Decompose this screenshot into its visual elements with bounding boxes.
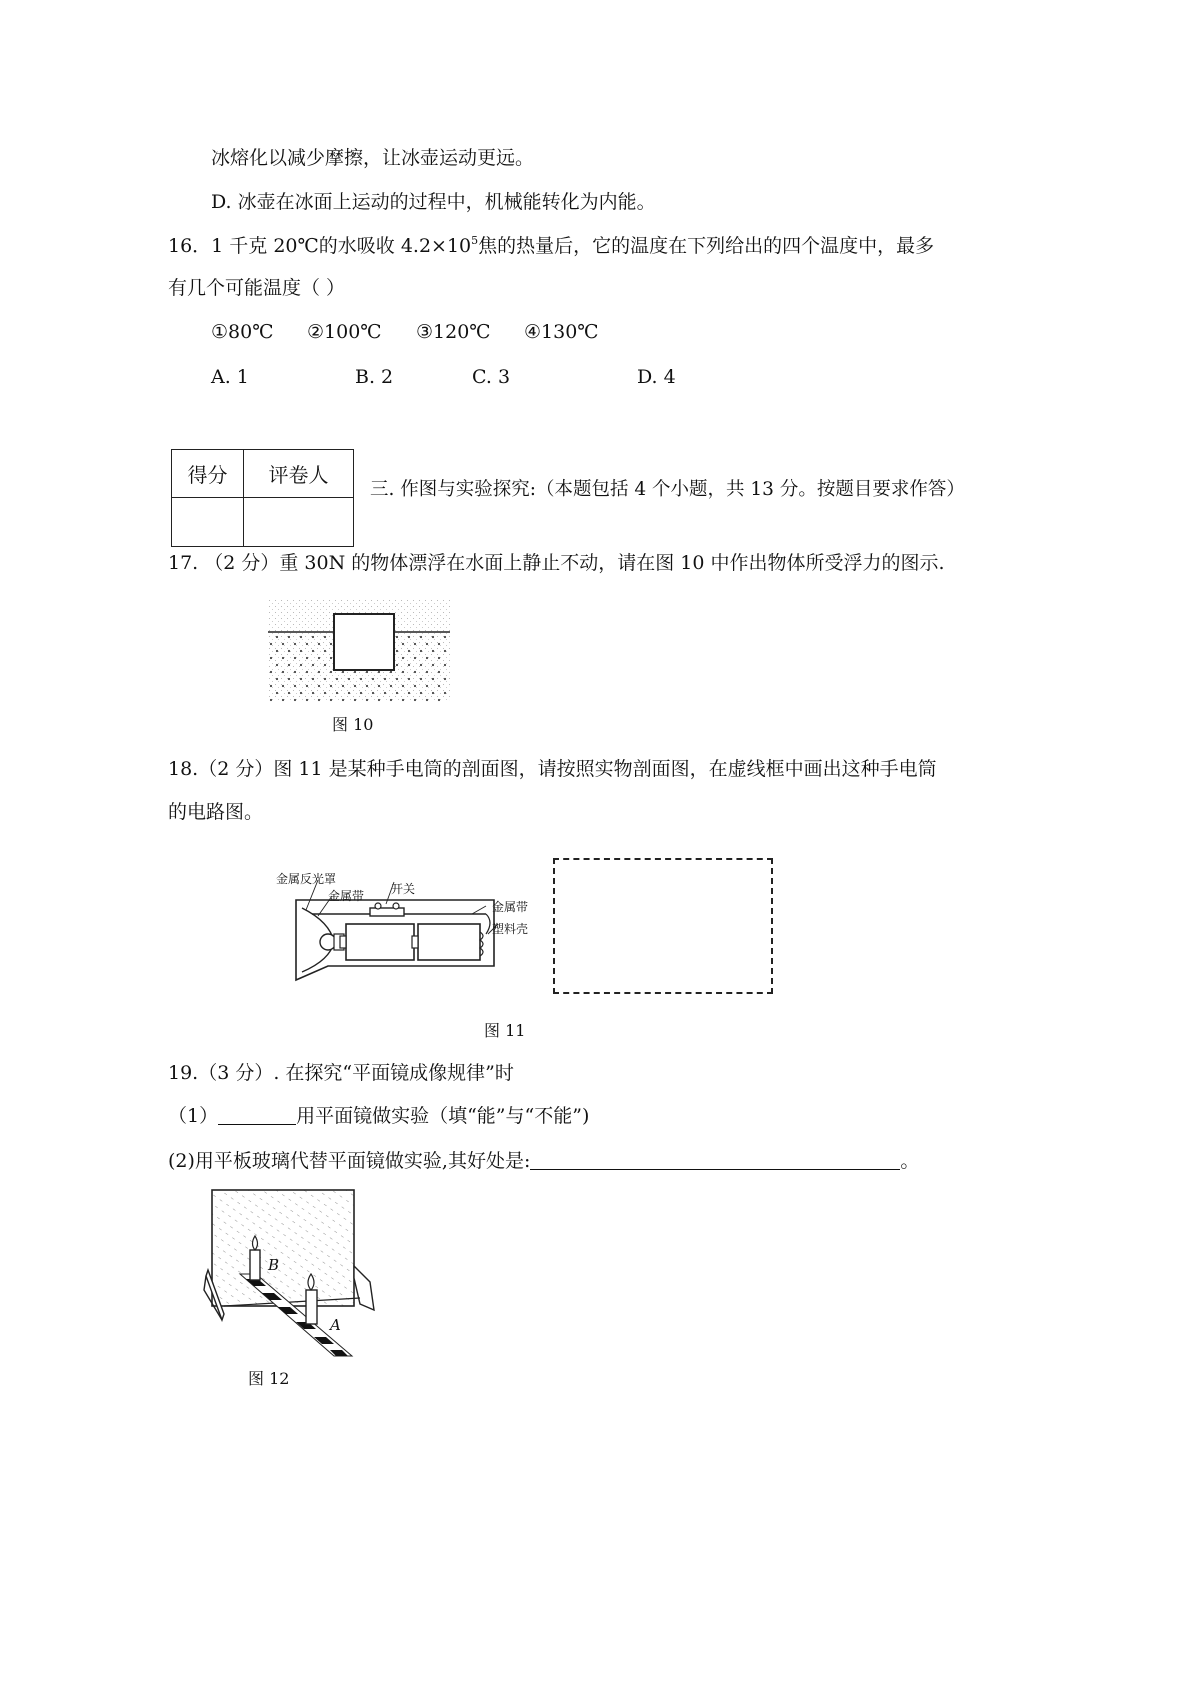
battery-2 <box>418 924 480 960</box>
q18-stem-line1: 18.（2 分）图 11 是某种手电筒的剖面图，请按照实物剖面图，在虚线框中画出这种手电筒 <box>168 758 937 780</box>
figure-10 <box>268 598 450 702</box>
score-cell[interactable] <box>172 498 244 547</box>
floating-block <box>334 614 394 670</box>
figure-12-caption: 图 12 <box>248 1369 290 1388</box>
q16-answer-b: B. 2 <box>355 366 394 388</box>
figure-11-caption: 图 11 <box>484 1021 526 1040</box>
q16-answer-c: C. 3 <box>472 366 511 388</box>
label-reflector: 金属反光罩 <box>276 872 337 886</box>
q19-part2-blank[interactable] <box>530 1149 900 1170</box>
label-shell: 塑料壳 <box>492 922 529 936</box>
q19-part1-blank[interactable] <box>218 1104 296 1125</box>
q16-temp-4: ④130℃ <box>524 321 599 343</box>
section3-heading: 三. 作图与实验探究:（本题包括 4 个小题，共 13 分。按题目要求作答） <box>370 479 965 500</box>
figure-12-mirror-setup <box>200 1186 382 1360</box>
candle-b <box>250 1250 260 1280</box>
glass-plate <box>212 1190 354 1306</box>
label-candle-a: A <box>330 1316 341 1334</box>
circuit-drawing-box[interactable] <box>553 858 773 994</box>
figure-10-caption: 图 10 <box>332 715 374 734</box>
q16-stem-line2: 有几个可能温度（ ） <box>168 277 346 299</box>
q19-part2-suffix: 。 <box>900 1150 920 1172</box>
q16-stem-part1: 16．1 千克 20℃的水吸收 4.2×10 <box>168 235 472 257</box>
q15-option-c-tail: 冰熔化以减少摩擦，让冰壶运动更远。 <box>211 147 535 169</box>
score-header: 得分 <box>172 450 244 498</box>
q19-part1 <box>168 1104 589 1128</box>
score-table <box>171 449 354 547</box>
switch <box>370 908 404 916</box>
label-strip-right: 金属带 <box>492 900 529 914</box>
q19-part1-suffix: 用平面镜做实验（填“能”与“不能”) <box>296 1105 590 1127</box>
q19-part2-prefix: (2)用平板玻璃代替平面镜做实验,其好处是: <box>168 1150 531 1172</box>
q17-stem: 17. （2 分）重 30N 的物体漂浮在水面上静止不动，请在图 10 中作出物体所受浮力的图示. <box>168 552 945 574</box>
label-candle-b: B <box>268 1256 280 1274</box>
q19-part1-prefix: （1） <box>168 1105 219 1127</box>
q15-option-d: D. 冰壶在冰面上运动的过程中，机械能转化为内能。 <box>211 191 656 213</box>
q16-stem-line1 <box>168 234 934 258</box>
label-switch: 开关 <box>391 882 416 896</box>
grader-header: 评卷人 <box>244 450 354 498</box>
right-stand <box>354 1266 374 1310</box>
q19-part2 <box>168 1149 919 1173</box>
grader-cell[interactable] <box>244 498 354 547</box>
q19-stem: 19.（3 分）. 在探究“平面镜成像规律”时 <box>168 1062 514 1084</box>
q16-temp-2: ②100℃ <box>307 321 382 343</box>
q16-answer-d: D. 4 <box>637 366 676 388</box>
q18-stem-line2: 的电路图。 <box>168 801 264 823</box>
label-strip-left: 金属带 <box>328 889 365 903</box>
candle-a <box>306 1290 317 1324</box>
q16-stem-part2: 焦的热量后，它的温度在下列给出的四个温度中，最多 <box>478 235 935 257</box>
battery-1 <box>346 924 414 960</box>
q16-exponent: 5 <box>471 234 479 247</box>
q16-temp-1: ①80℃ <box>211 321 274 343</box>
q16-temp-3: ③120℃ <box>416 321 491 343</box>
q16-answer-a: A. 1 <box>211 366 249 388</box>
